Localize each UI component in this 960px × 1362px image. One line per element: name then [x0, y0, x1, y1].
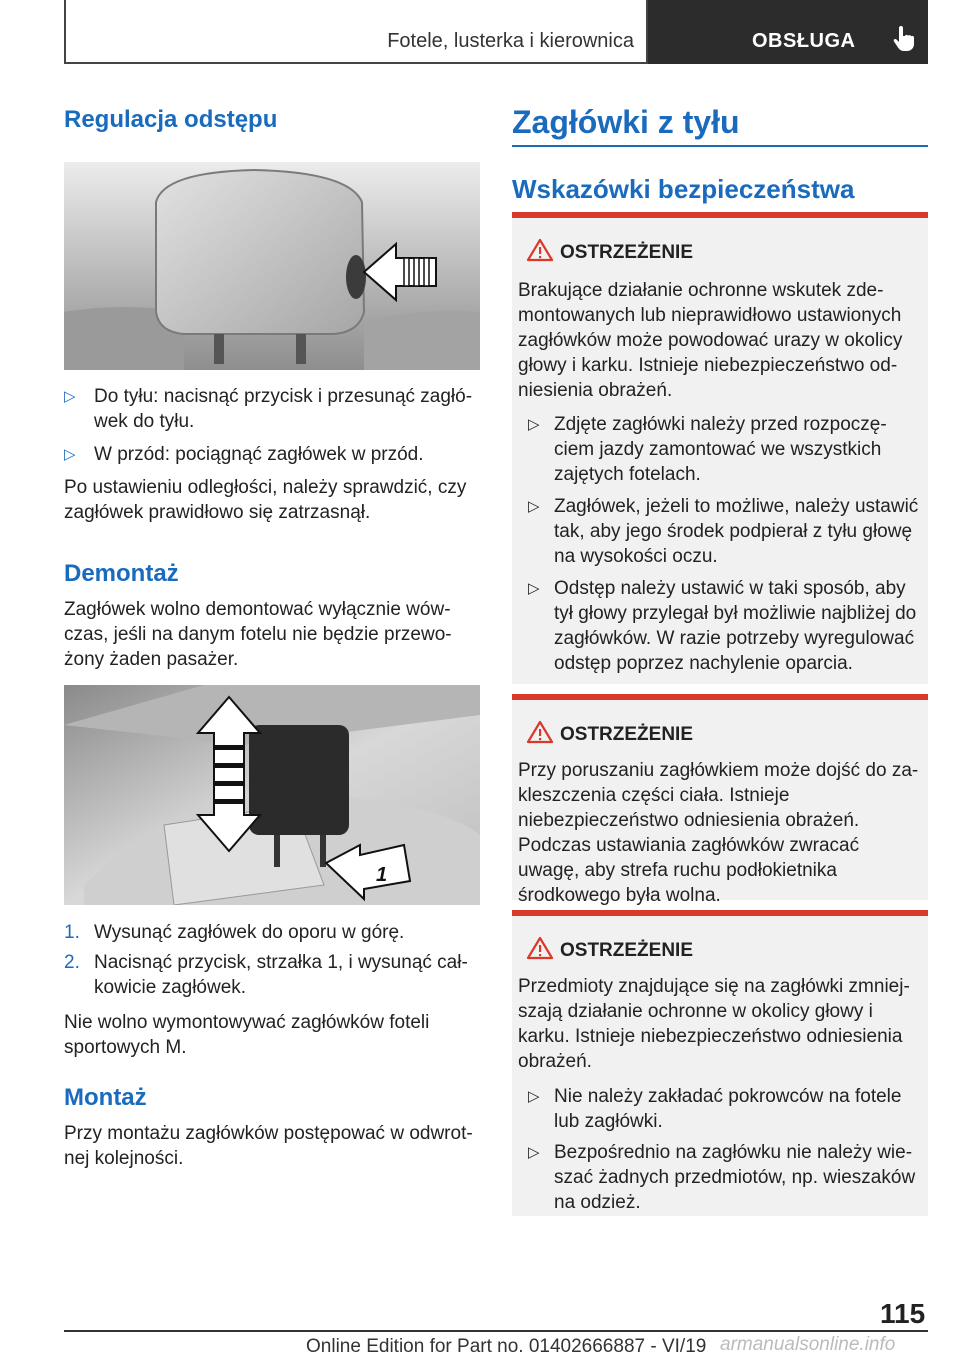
list-item: 1. Wysunąć zagłówek do oporu w górę.	[64, 922, 405, 943]
section-title: Fotele, lusterka i kierownica	[387, 30, 634, 52]
warning-text: Przedmioty znajdujące się na zagłówki zmniejszają działanie ochronne w okolicy głowy i karku. Istnieje niebezpieczeństwo odniesienia obrażeń.	[518, 976, 910, 1072]
headrest-adjust-image	[64, 162, 480, 370]
edition-info: Online Edition for Part no. 01402666887 - VI/19	[306, 1336, 707, 1357]
chapter-section-label	[64, 0, 648, 64]
warning-title: OSTRZEŻENIE	[560, 242, 694, 263]
list-item: ▷ Odstęp należy ustawić w taki sposób, aby tył głowy przylegał był możliwie najbliżej do zagłówków. W razie potrzeby wyregulować odstęp poprzez nachylenie oparcia.	[528, 578, 917, 674]
footer-divider	[64, 1330, 928, 1332]
warning-box	[512, 212, 928, 684]
headrest-removal-illustration	[64, 685, 480, 905]
warning-text: Przy poruszaniu zagłówkiem może dojść do zakleszczenia części ciała. Istnieje niebezpieczeństwo odniesienia obrażeń. Podczas ustawiania zagłówków zwracać uwagę, aby strefa ruchu podłokietnika środkowego była wolna.	[518, 760, 919, 906]
removal-text: Zagłówek wolno demontować wyłącznie wówczas, jeśli na danym fotelu nie będzie przewożony żaden pasażer.	[64, 599, 452, 670]
chapter-tab[interactable]	[648, 0, 928, 64]
warning-box	[512, 694, 928, 906]
warning-triangle-icon	[526, 238, 554, 262]
triangle-bullet-icon: ▷	[528, 416, 540, 433]
triangle-bullet-icon: ▷	[528, 498, 540, 515]
chapter-tab-label: OBSŁUGA	[752, 30, 856, 52]
triangle-bullet-icon: ▷	[528, 580, 540, 597]
arrow-label: 1	[376, 864, 388, 886]
triangle-bullet-icon: ▷	[528, 1144, 540, 1161]
pointing-hand-icon	[892, 24, 916, 52]
heading-rear-headrests: Zagłówki z tyłu	[512, 104, 740, 140]
installation-text: Przy montażu zagłówków postępować w odwrotnej kolejności.	[64, 1123, 473, 1169]
heading-installation: Montaż	[64, 1084, 147, 1111]
heading-safety-notes: Wskazówki bezpieczeństwa	[512, 174, 855, 204]
list-item: ▷ Zdjęte zagłówki należy przed rozpoczęciem jazdy zamontować we wszystkich zajętych fotelach.	[528, 414, 887, 485]
list-item: ▷ Nie należy zakładać pokrowców na fotele lub zagłówki.	[528, 1086, 902, 1132]
list-item: ▷ Do tyłu: nacisnąć przycisk i przesunąć zagłówek do tyłu.	[64, 386, 473, 432]
triangle-bullet-icon: ▷	[64, 388, 76, 405]
step-number: 2.	[64, 952, 80, 973]
warning-box	[512, 910, 928, 1216]
step-number: 1.	[64, 922, 80, 943]
list-item: ▷ Bezpośrednio na zagłówku nie należy wieszać żadnych przedmiotów, np. wieszaków na odzież.	[528, 1142, 916, 1213]
warning-triangle-icon	[526, 720, 554, 744]
warning-triangle-icon	[526, 936, 554, 960]
removal-note: Nie wolno wymontowywać zagłówków foteli sportowych M.	[64, 1012, 430, 1058]
triangle-bullet-icon: ▷	[528, 1088, 540, 1105]
page-number: 115	[880, 1298, 926, 1329]
list-item: ▷ Zagłówek, jeżeli to możliwe, należy ustawić tak, aby jego środek podpierał z tyłu głowę na wysokości oczu.	[528, 496, 919, 567]
headrest-removal-image	[64, 685, 480, 905]
warning-title: OSTRZEŻENIE	[560, 724, 694, 745]
warning-text: Brakujące działanie ochronne wskutek zdemontowanych lub nieprawidłowo ustawionych zagłówków może powodować urazy w okolicy głowy i karku. Istnieje niebezpieczeństwo odniesienia obrażeń.	[518, 280, 903, 401]
triangle-bullet-icon: ▷	[64, 446, 76, 463]
heading-divider	[512, 145, 928, 147]
adjust-note: Po ustawieniu odległości, należy sprawdzić, czy zagłówek prawidłowo się zatrzasnął.	[64, 477, 467, 523]
page-header	[64, 0, 928, 64]
watermark-logo: armanualsonline.info	[720, 1334, 896, 1355]
headrest-adjust-illustration	[64, 162, 480, 370]
heading-adjust-distance: Regulacja odstępu	[64, 106, 278, 133]
list-item: 2. Nacisnąć przycisk, strzałka 1, i wysunąć całkowicie zagłówek.	[64, 952, 468, 998]
heading-removal: Demontaż	[64, 560, 179, 587]
list-item: ▷ W przód: pociągnąć zagłówek w przód.	[64, 444, 424, 465]
warning-title: OSTRZEŻENIE	[560, 940, 694, 961]
